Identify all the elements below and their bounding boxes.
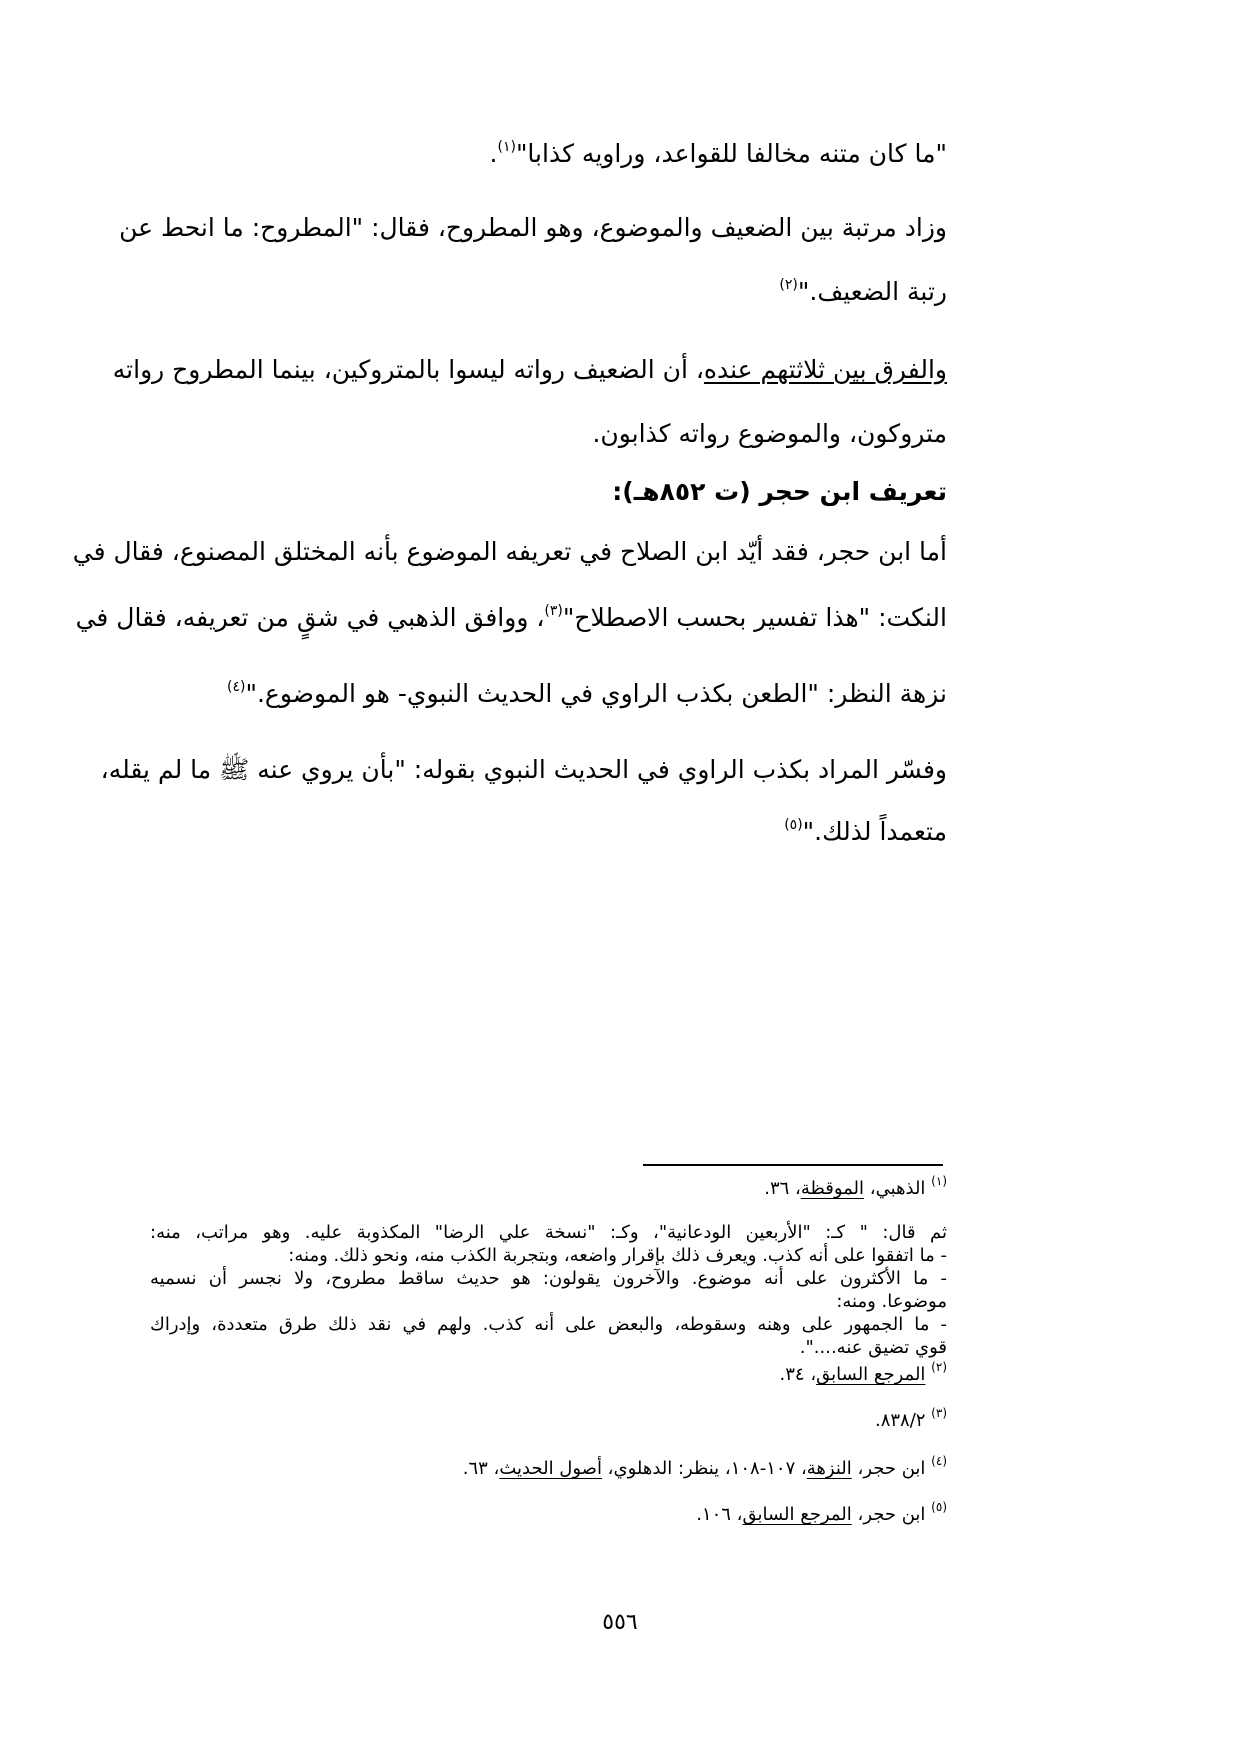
footnote-5 xyxy=(150,1500,947,1526)
section-heading: تعريف ابن حجر (ت ٨٥٢هـ): xyxy=(612,477,947,506)
footnote-ref-3[interactable]: (٣) xyxy=(544,602,563,619)
footnote-number: (٢) xyxy=(931,1360,947,1374)
text: ٨٣٨/٢. xyxy=(874,1410,926,1431)
footnote-ref-2[interactable]: (٢) xyxy=(779,276,798,293)
footnote-1-quote-line-2: - ما اتفقوا على أنه كذب. ويعرف ذلك بإقرار واضعه، وبتجربة الكذب منه، ونحو ذلك. ومنه: xyxy=(288,1245,947,1266)
text: . xyxy=(489,139,498,168)
text: ، ٣٤. xyxy=(779,1364,817,1385)
footnote-3 xyxy=(150,1406,947,1432)
footnote-1-quote-line-4: موضوعا. ومنه: xyxy=(836,1291,947,1312)
text: الذهبي، xyxy=(864,1178,926,1199)
text: ابن حجر، xyxy=(851,1504,926,1525)
footnote-1-quote-line-3: - ما الأكثرون على أنه موضوع. والآخرون يقولون: هو حديث ساقط مطروح، ولا نجسر أن نسميه xyxy=(150,1268,947,1289)
text: متعمداً لذلك." xyxy=(802,817,947,846)
paragraph-3-line-2: متروكون، والموضوع رواته كذابون. xyxy=(592,419,947,448)
text: ، ١٠٧-١٠٨، ينظر: الدهلوي، xyxy=(601,1458,807,1479)
paragraph-4-line-2 xyxy=(75,600,947,636)
footnote-number: (١) xyxy=(931,1174,947,1188)
footnote-ref-5[interactable]: (٥) xyxy=(784,816,803,833)
paragraph-5-line-1: وفسّر المراد بكذب الراوي في الحديث النبوي بقوله: "بأن يروي عنه ﷺ ما لم يقله، xyxy=(100,755,947,784)
text: ابن حجر، xyxy=(851,1458,926,1479)
page-number: ٥٥٦ xyxy=(602,1610,638,1635)
footnote-number: (٣) xyxy=(931,1406,947,1420)
text: ، ٦٣. xyxy=(462,1458,500,1479)
underlined-phrase: والفرق بين ثلاثتهم عنده xyxy=(703,355,947,384)
paragraph-4-line-1: أما ابن حجر، فقد أيّد ابن الصلاح في تعريفه الموضوع بأنه المختلق المصنوع، فقال في xyxy=(72,537,947,566)
footnote-1 xyxy=(150,1174,947,1200)
paragraph-3-line-1 xyxy=(112,352,947,388)
text: النكت: "هذا تفسير بحسب الاصطلاح" xyxy=(562,603,947,632)
text: ، ٣٦. xyxy=(764,1178,801,1199)
text: رتبة الضعيف." xyxy=(797,277,947,306)
footnote-number: (٤) xyxy=(931,1454,947,1468)
paragraph-1-line xyxy=(150,136,947,172)
footnote-ref-1[interactable]: (١) xyxy=(497,138,516,155)
footnote-separator xyxy=(643,1164,943,1166)
source-title: المرجع السابق xyxy=(742,1504,852,1525)
footnote-2 xyxy=(150,1360,947,1386)
source-title: أصول الحديث xyxy=(499,1458,602,1479)
footnote-1-quote-line-6: قوي تضيق عنه....". xyxy=(799,1337,947,1358)
text: ، ووافق الذهبي في شقٍ من تعريفه، فقال في xyxy=(75,603,545,632)
footnote-ref-4[interactable]: (٤) xyxy=(227,678,246,695)
paragraph-5-line-2 xyxy=(150,814,947,850)
footnote-1-quote-line-1: ثم قال: " كـ: "الأربعين الودعانية"، وكـ: "نسخة علي الرضا" المكذوبة عليه. وهو مراتب، منه: xyxy=(150,1222,947,1243)
paragraph-2-line-2 xyxy=(150,274,947,310)
source-title: الموقظة xyxy=(800,1178,865,1199)
source-title: النزهة xyxy=(806,1458,852,1479)
text: ، ١٠٦. xyxy=(696,1504,743,1525)
footnote-4 xyxy=(150,1454,947,1480)
paragraph-2-line-1: وزاد مرتبة بين الضعيف والموضوع، وهو المطروح، فقال: "المطروح: ما انحط عن xyxy=(119,213,947,242)
footnote-number: (٥) xyxy=(931,1500,947,1514)
text: ، أن الضعيف رواته ليسوا بالمتروكين، بينما المطروح رواته xyxy=(112,355,704,384)
source-title: المرجع السابق xyxy=(816,1364,926,1385)
paragraph-4-line-3 xyxy=(150,676,947,712)
footnote-1-quote-line-5: - ما الجمهور على وهنه وسقوطه، والبعض على أنه كذب. ولهم في نقد ذلك طرق متعددة، وإدراك xyxy=(150,1314,947,1335)
text: "ما كان متنه مخالفا للقواعد، وراويه كذابا" xyxy=(515,139,947,168)
text: نزهة النظر: "الطعن بكذب الراوي في الحديث النبوي- هو الموضوع." xyxy=(245,679,947,708)
